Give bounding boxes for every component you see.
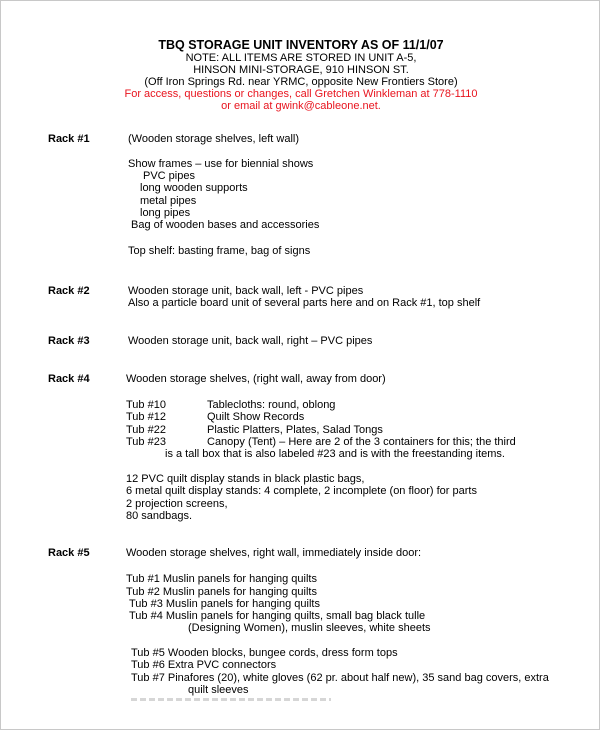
tub-line: Tub #2 Muslin panels for hanging quilts (126, 586, 317, 598)
rack-2-label: Rack #2 (48, 285, 90, 297)
tub-line: Tub #6 Extra PVC connectors (131, 659, 277, 671)
tub-line-cont: (Designing Women), muslin sleeves, white sheets (188, 622, 431, 634)
rack-2-line: Also a particle board unit of several parts here and on Rack #1, top shelf (128, 297, 481, 309)
rack-4-label: Rack #4 (48, 373, 90, 385)
rack-5-line: Wooden storage shelves, right wall, immediately inside door: (126, 547, 422, 559)
rack-1-line: Bag of wooden bases and accessories (131, 219, 320, 231)
note-line-2: HINSON MINI-STORAGE, 910 HINSON ST. (193, 64, 409, 76)
note-line-3: (Off Iron Springs Rd. near YRMC, opposite New Frontiers Store) (144, 76, 458, 88)
note-line-1: NOTE: ALL ITEMS ARE STORED IN UNIT A-5, (185, 52, 417, 64)
rack-1-line: long wooden supports (140, 182, 248, 194)
document-title: TBQ STORAGE UNIT INVENTORY AS OF 11/1/07 (158, 38, 444, 52)
rack-5-label: Rack #5 (48, 547, 90, 559)
rack-4-line: Wooden storage shelves, (right wall, away from door) (126, 373, 386, 385)
rack-4-extra: 6 metal quilt display stands: 4 complete, 2 incomplete (on floor) for parts (126, 485, 477, 497)
tub-line: Tub #7 Pinafores (20), white gloves (62 pr. about half new), 35 sand bag covers, extra (131, 672, 549, 684)
contact-line-2: or email at gwink@cableone.net. (221, 100, 381, 112)
tub-line: Tub #4 Muslin panels for hanging quilts, small bag black tulle (129, 610, 426, 622)
rack-1-line: Top shelf: basting frame, bag of signs (128, 245, 311, 257)
contact-line-1: For access, questions or changes, call Gretchen Winkleman at 778-1110 (124, 88, 478, 100)
tub-description: Quilt Show Records (207, 411, 305, 423)
rack-1-line: (Wooden storage shelves, left wall) (128, 133, 299, 145)
rack-1-line: long pipes (140, 207, 191, 219)
tub-description-cont: is a tall box that is also labeled #23 and is with the freestanding items. (165, 448, 505, 460)
tub-line: Tub #3 Muslin panels for hanging quilts (129, 598, 320, 610)
tub-line-cont: quilt sleeves (188, 684, 249, 696)
rack-4-extra: 80 sandbags. (126, 510, 193, 522)
rack-4-extra: 2 projection screens, (126, 498, 228, 510)
rack-4-extra: 12 PVC quilt display stands in black plastic bags, (126, 473, 365, 485)
cut-off-line (131, 698, 331, 701)
rack-3-label: Rack #3 (48, 335, 90, 347)
rack-3-line: Wooden storage unit, back wall, right – PVC pipes (128, 335, 373, 347)
tub-label: Tub #12 (126, 411, 166, 423)
tub-description: Tablecloths: round, oblong (207, 399, 336, 411)
rack-1-line: PVC pipes (143, 170, 195, 182)
tub-label: Tub #22 (126, 424, 166, 436)
rack-2-line: Wooden storage unit, back wall, left - PVC pipes (128, 285, 364, 297)
tub-description: Plastic Platters, Plates, Salad Tongs (207, 424, 383, 436)
tub-label: Tub #10 (126, 399, 166, 411)
tub-label: Tub #23 (126, 436, 166, 448)
rack-1-line: Show frames – use for biennial shows (128, 158, 314, 170)
tub-description: Canopy (Tent) – Here are 2 of the 3 containers for this; the third (207, 436, 516, 448)
rack-1-line: metal pipes (140, 195, 197, 207)
tub-line: Tub #1 Muslin panels for hanging quilts (126, 573, 317, 585)
tub-line: Tub #5 Wooden blocks, bungee cords, dress form tops (131, 647, 398, 659)
rack-1-label: Rack #1 (48, 133, 90, 145)
